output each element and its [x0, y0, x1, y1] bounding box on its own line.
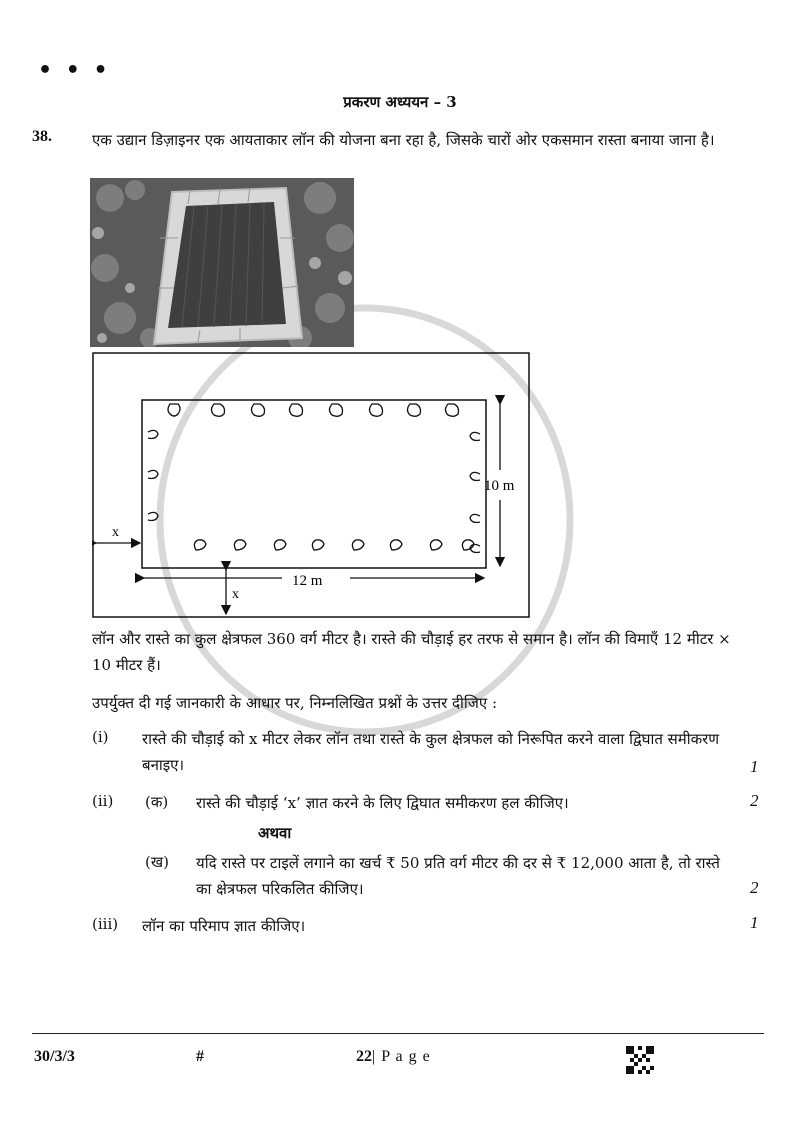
footer-rule — [32, 1033, 764, 1034]
length-label: 12 m — [292, 573, 323, 589]
part-i-label: (i) — [92, 728, 109, 746]
given-info: लॉन और रास्ते का कुल क्षेत्रफल 360 वर्ग मीटर है। रास्ते की चौड़ाई हर तरफ से समान है। लॉन की विमाएँ 12 मीटर × 10 मीटर हैं। — [92, 630, 731, 674]
part-iii-text: लॉन का परिमाप ज्ञात कीजिए। — [142, 917, 306, 935]
part-ii-b-label: (ख) — [145, 853, 169, 871]
part-ii-a-marks: 2 — [750, 791, 759, 810]
page-number — [356, 1048, 431, 1066]
part-ii-a-text: रास्ते की चौड़ाई ‘x’ ज्ञात करने के लिए द्विघात समीकरण हल कीजिए। — [196, 794, 569, 812]
question-intro: एक उद्यान डिज़ाइनर एक आयताकार लॉन की योजना बना रहा है, जिसके चारों ओर एकसमान रास्ता बनाया जाना है। — [92, 131, 715, 149]
part-ii-b-marks: 2 — [750, 878, 759, 897]
width-label: 10 m — [484, 478, 515, 494]
part-i-marks: 1 — [750, 757, 759, 776]
part-ii-a-label: (क) — [145, 793, 169, 811]
lawn-diagram — [92, 352, 530, 618]
paper-code: 30/3/3 — [34, 1048, 75, 1065]
page-number-value: 22 — [356, 1048, 372, 1065]
instruction: उपर्युक्त दी गई जानकारी के आधार पर, निम्नलिखित प्रश्नों के उत्तर दीजिए : — [92, 694, 498, 712]
part-i-text: रास्ते की चौड़ाई को x मीटर लेकर लॉन तथा रास्ते के कुल क्षेत्रफल को निरूपित करने वाला द्विघात समीकरण बनाइए। — [142, 730, 720, 774]
footer-hash: # — [196, 1048, 204, 1065]
section-title: प्रकरण अध्ययन – 3 — [343, 93, 457, 111]
part-iii-marks: 1 — [750, 913, 759, 932]
part-ii-label: (ii) — [92, 792, 114, 810]
garden-photo — [90, 178, 354, 347]
part-iii-label: (iii) — [92, 915, 119, 933]
qr-code-icon — [626, 1046, 654, 1074]
question-number: 38. — [32, 128, 52, 145]
part-ii-b-text: यदि रास्ते पर टाइलें लगाने का खर्च ₹ 50 प्रति वर्ग मीटर की दर से ₹ 12,000 आता है, तो रास्ते का क्षेत्रफल परिकलित कीजिए। — [196, 854, 720, 898]
header-dots: • • • — [38, 58, 111, 83]
lawn-rectangle — [142, 400, 486, 568]
page-word: | P a g e — [372, 1048, 431, 1065]
x-bottom-label: x — [232, 587, 239, 602]
or-label: अथवा — [258, 824, 292, 842]
plant-icons — [148, 404, 480, 553]
x-left-label: x — [112, 525, 119, 540]
